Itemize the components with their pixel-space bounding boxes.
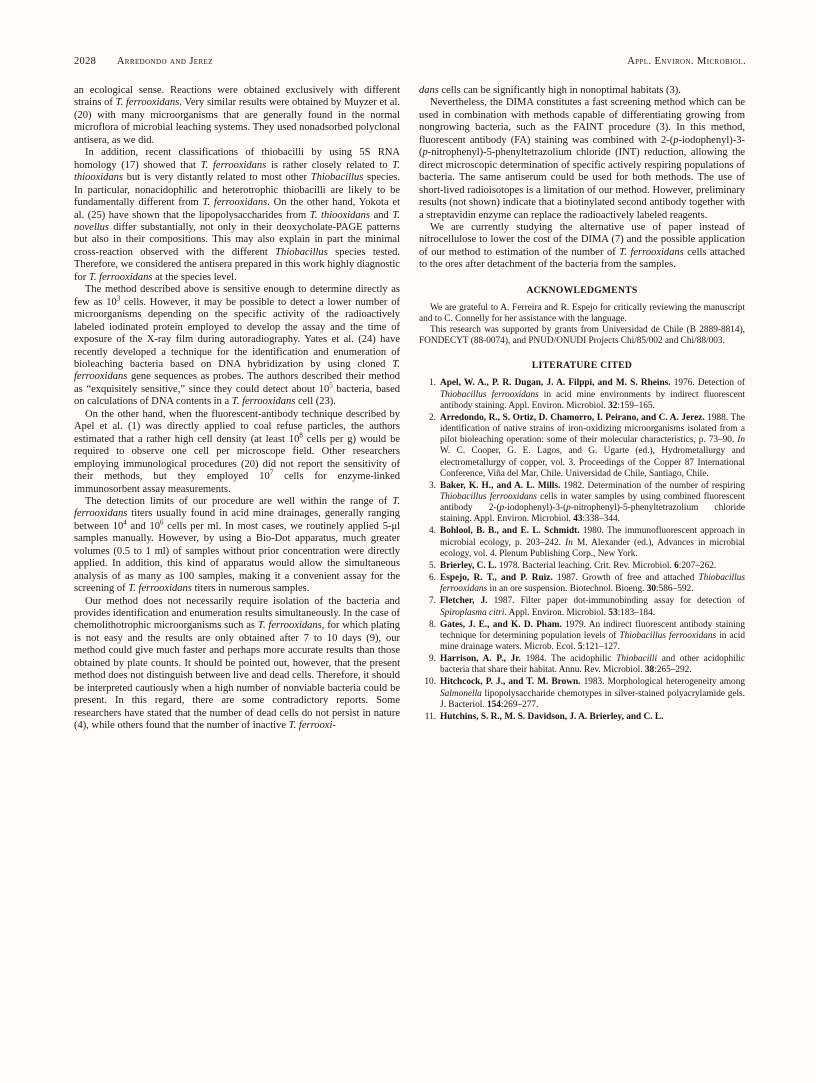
literature-cited-heading: LITERATURE CITED [531, 360, 633, 372]
reference-number: 1. [429, 378, 436, 389]
body-paragraph: On the other hand, when the fluorescent-antibody technique described by Apel et al. (1) was directly applied to coal refuse particles, the authors estimated that a rather high cell density (at least $10^8$ cells per g) would be required to observe one cell per microscope field. Other researchers employing immunological procedures (20) did not report the sensitivity of their methods, but they employed $10^7$ cells for enzyme-linked immunosorbent assay measurements. [74, 408, 401, 495]
reference-number: 3. [429, 480, 436, 491]
reference-text: Baker, K. H., and A. L. Mills. 1982. Determination of the number of respiring Thiobacillus ferrooxidans cells in water samples by using combined fluorescent antibody 2-(p-iodophenyl)-3-(p-nitrophenyl)-5-phenyltetrazolium chloride staining. Appl. Environ. Microbiol. 43:338–344. [440, 480, 745, 525]
reference-number: 7. [429, 596, 436, 607]
reference-number: 10. [424, 677, 436, 688]
reference-text: Apel, W. A., P. R. Dugan, J. A. Filppi, and M. S. Rheins. 1976. Detection of Thiobacillus ferrooxidans in acid mine environments by indirect fluorescent antibody staining. Appl. Environ. Microbiol. 32:159–165. [440, 378, 745, 411]
reference-number: 8. [429, 619, 436, 630]
reference-item [419, 378, 745, 411]
body-paragraph: We are currently studying the alternative use of paper instead of nitrocellulose to lower the cost of the DIMA (7) and the possible application of our method to estimation of the number of T. ferrooxidans cells attached to the ores after detachment of the bacteria from the samples. [419, 221, 745, 271]
reference-number: 11. [424, 711, 436, 722]
reference-item [419, 654, 745, 676]
reference-text: Fletcher, J. 1987. Filter paper dot-immunobinding assay for detection of Spiroplasma citri. Appl. Environ. Microbiol. 53:183–184. [440, 596, 745, 618]
reference-text: Gates, J. E., and K. D. Pham. 1979. An indirect fluorescent antibody staining technique for determining population levels of Thiobacillus ferrooxidans in acid mine drainage waters. Microb. Ecol. 5:121–127. [440, 619, 746, 653]
running-head [74, 56, 746, 67]
reference-item [419, 596, 745, 618]
reference-item [419, 573, 745, 595]
reference-number: 2. [429, 412, 436, 423]
body-paragraph: dans cells can be significantly high in nonoptimal habitats (3). [419, 85, 681, 96]
reference-number: 6. [429, 573, 436, 584]
reference-item [419, 413, 745, 480]
body-paragraph: an ecological sense. Reactions were obtained exclusively with different strains of T. ferrooxidans. Very similar results were obtained by Muyzer et al. (20) with many microorganisms that are generally found in the normal microflora of microbial leaching systems. They used nonadsorbed polyclonal antisera, as we did. [74, 85, 400, 146]
reference-text: Hitchcock, P. J., and T. M. Brown. 1983. Morphological heterogeneity among Salmonella lipopolysaccharide chemotypes in silver-stained polyacrylamide gels. J. Bacteriol. 154:269–277. [440, 677, 745, 710]
journal-title: Appl. Environ. Microbiol. [627, 56, 746, 67]
reference-item [419, 526, 745, 559]
right-column [419, 85, 745, 733]
body-paragraph: In addition, recent classifications of thiobacilli by using 5S RNA homology (17) showed that T. ferrooxidans is rather closely related to T. thiooxidans but is very distantly related to most other Thiobacillus species. In particular, nonacidophilic and heterotrophic thiobacilli are likely to be fundamentally different from T. ferrooxidans. On the other hand, Yokota et al. (25) have shown that the lipopolysaccharides from T. thiooxidans and T. novellus differ substantially, not only in their deoxycholate-PAGE patterns but also in their compositions. This may also explain in part the minimal cross-reaction observed with the different Thiobacillus species tested. Therefore, we considered the antisera prepared in this work highly diagnostic for T. ferrooxidans at the species level. [74, 147, 401, 283]
reference-number: 9. [429, 654, 436, 665]
reference-text: Harrison, A. P., Jr. 1984. The acidophilic Thiobacilli and other acidophilic bacteria that share their habitat. Annu. Rev. Microbiol. 38:265–292. [440, 654, 745, 676]
reference-item [419, 677, 745, 710]
reference-text: Arredondo, R., S. Ortiz, D. Chamorro, I. Peirano, and C. A. Jerez. 1988. The identification of native strains of iron-oxidizing microorganisms isolated from a pilot bioleaching operation: some of their molecular characteristics, p. 73–90. In W. C. Cooper, G. E. Lagos, and G. Ugarte (ed.), Hydrometallurgy and electrometallurgy of copper, vol. 3. Proceedings of the Copper 87 International Conference, Viña del Mar, Chile. Universidad de Chile, Santiago, Chile. [440, 412, 745, 479]
reference-text: Hutchins, S. R., M. S. Davidson, J. A. Brierley, and C. L. [440, 711, 664, 722]
running-head-left [74, 56, 213, 67]
reference-text: Espejo, R. T., and P. Ruiz. 1987. Growth of free and attached Thiobacillus ferrooxidans in an ore suspension. Biotechnol. Bioeng. 30:586–592. [440, 573, 745, 595]
reference-item [419, 481, 745, 526]
acknowledgments-paragraph: This research was supported by grants from Universidad de Chile (B 2889-8814), FONDECYT (88-0074), and PNUD/ONUDI Projects Chi/85/002 and Chi/88/003. [419, 325, 745, 347]
body-paragraph: The method described above is sensitive enough to determine directly as few as $10^3$ cells. However, it may be possible to detect a lower number of microorganisms depending on the specific activity of the radioactively labeled iodinated protein employed to develop the assay and the time of exposure of the X-ray film during autoradiography. Yates et al. (24) have recently developed a technique for the identification and enumeration of bioleaching bacteria based on DNA hybridization by using cloned T. ferrooxidans gene sequences as probes. The authors described their method as “exquisitely sensitive,” since they could detect about $10^5$ bacteria, based on calculations of DNA contents in a T. ferrooxidans cell (23). [74, 284, 400, 408]
running-title: Arredondo and Jerez [116, 56, 213, 67]
two-column-body [74, 85, 746, 733]
body-paragraph: The detection limits of our procedure are well within the range of T. ferrooxidans titers usually found in acid mine drainages, generally ranging between $10^4$ and $10^6$ cells per ml. In most cases, we routinely applied 5-μl samples manually. However, by using a Bio-Dot apparatus, much greater volumes (0.5 to 1 ml) of samples without prior concentration were directly applied. In addition, this kind of apparatus would allow the simultaneous analysis of as many as 100 samples, making it a convenient assay for the screening of T. ferrooxidans titers in numerous samples. [74, 495, 400, 595]
reference-item [419, 620, 745, 653]
reference-number: 4. [429, 526, 436, 537]
reference-item [419, 561, 745, 572]
reference-text: Bohlool, B. B., and E. L. Schmidt. 1980. The immunofluorescent approach in microbial ecology, p. 203–242. In M. Alexander (ed.), Advances in microbial ecology, vol. 4. Plenum Publishing Corp., New York. [440, 526, 745, 559]
body-paragraph: Our method does not necessarily require isolation of the bacteria and provides identification and enumeration results simultaneously. In the case of chemolithotrophic microorganisms such as T. ferrooxidans, for which plating is not easy and the results are only obtained after 7 to 10 days (9), our method could give much faster and perhaps more accurate results than those obtained by plate counts. It should be pointed out, however, that the present method does not distinguish between live and dead cells. Therefore, it should be interpreted cautiously when a high number of nonviable bacteria could be present. In this regard, there are some contradictory reports. Some researchers have stated that the number of dead cells do not persist in nature (4), while others found that the number of inactive T. ferrooxi- [74, 595, 400, 732]
reference-text: Brierley, C. L. 1978. Bacterial leaching. Crit. Rev. Microbiol. 6:207–262. [440, 560, 717, 571]
reference-number: 5. [429, 560, 436, 571]
page-number: 2028 [74, 56, 97, 67]
acknowledgments-heading: ACKNOWLEDGMENTS [526, 284, 638, 296]
reference-item [419, 712, 745, 723]
acknowledgments-paragraph: We are grateful to A. Ferreira and R. Espejo for critically reviewing the manuscript and to C. Connelly for her assistance with the language. [419, 302, 745, 324]
left-column [74, 85, 400, 733]
body-paragraph: Nevertheless, the DIMA constitutes a fast screening method which can be used in combination with methods capable of differentiating growing from nongrowing bacteria, such as the FAINT procedure (3). In this method, fluorescent antibody (FA) staining was combined with 2-(p-iodophenyl)-3-(p-nitrophenyl)-5-phenyltetrazolium chloride (INT) reduction, allowing the direct microscopic determination of specific actively respiring populations of bacteria. The same antiserum could be used for both methods. The use of short-lived radioisotopes is a limitation of our method. However, preliminary results (not shown) indicate that a biotinylated second antibody together with a streptavidin enzyme can replace the radioactively labeled reagents. [419, 97, 745, 221]
